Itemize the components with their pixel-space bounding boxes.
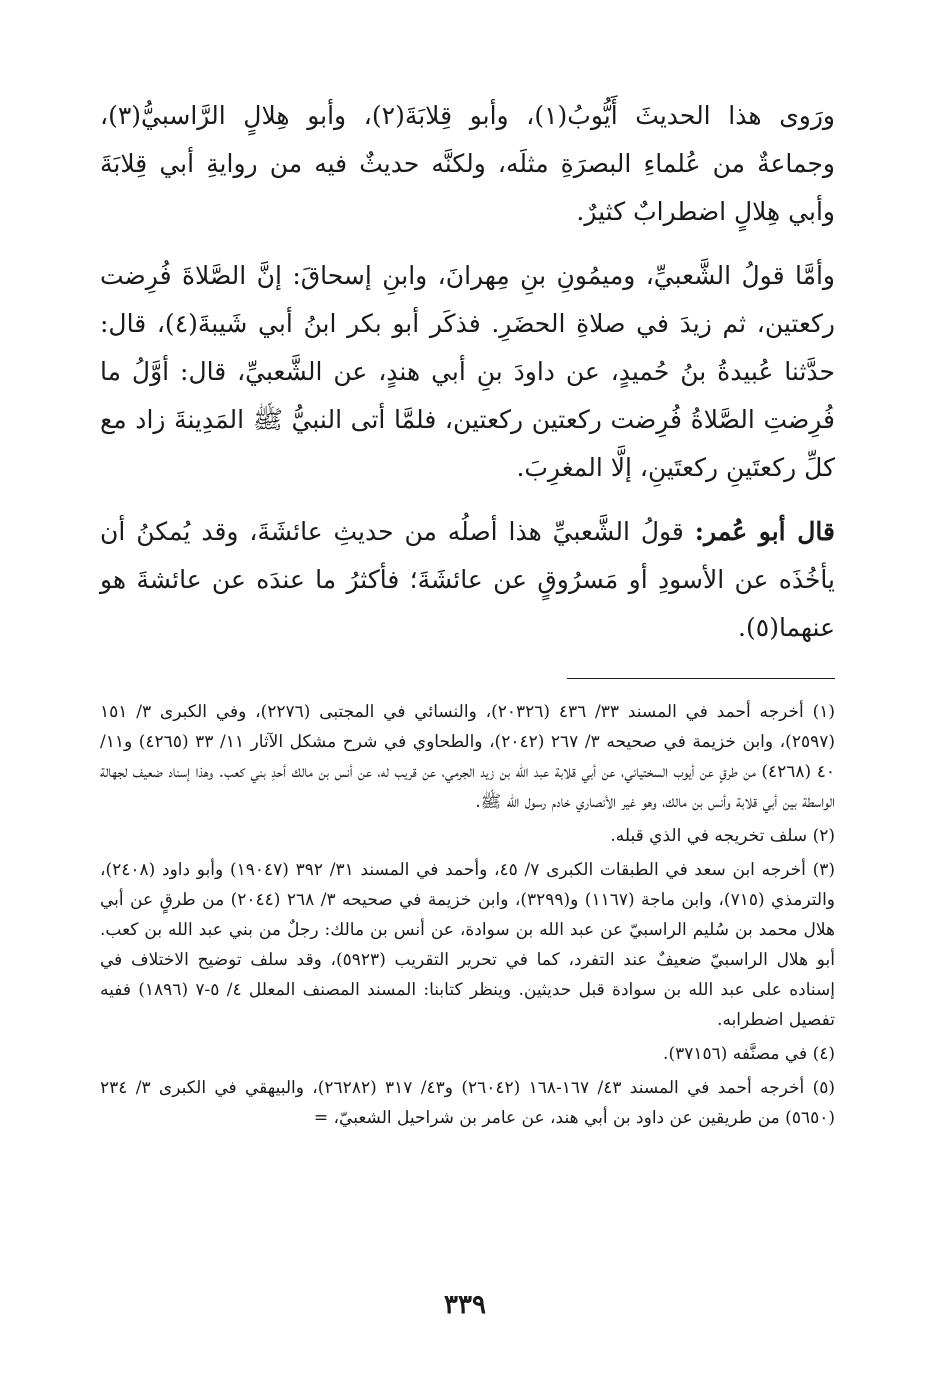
paragraph-3 bbox=[100, 508, 835, 652]
footnotes bbox=[100, 697, 835, 1133]
footnote-3: (٣) أخرجه ابن سعد في الطبقات الكبرى ٧/ ٤٥، وأحمد في المسند ٣١/ ٣٩٢ (١٩٠٤٧) وأبو داود (٢٤٠٨)، والترمذي (٧١٥)، وابن ماجة (١١٦٧) و(٣٢٩٩)، وابن خزيمة في صحيحه ٣/ ٢٦٨ (٢٠٤٤) من طرقٍ عن أبي هلال محمد بن سُليم الراسبيّ عن عبد الله بن سوادة، عن أنس بن مالك: رجلٌ من بني عبد الله بن كعب. أبو هلال الراسبيّ ضعيفٌ عند التفرد، كما في تحرير التقريب (٥٩٢٣)، وقد سلف توضيح الاختلاف في إسناده على عبد الله بن سوادة قبل حديثين. وينظر كتابنا: المسند المصنف المعلل ٤/ ٥-٧ (١٨٩٦) ففيه تفصيل اضطرابه. bbox=[100, 860, 835, 1030]
paragraph-2: وأمَّا قولُ الشَّعبيِّ، وميمُونِ بنِ مِهرانَ، وابنِ إسحاقَ: إنَّ الصَّلاةَ فُرِضت ركعتين، ثم زيدَ في صلاةِ الحضَرِ. فذكَر أبو بكر ابنُ أبي شَيبةَ(٤)، قال: حدَّثنا عُبيدةُ بنُ حُميدٍ، عن داودَ بنِ أبي هندٍ، عن الشَّعبيِّ، قال: أوَّلُ ما فُرِضتِ الصَّلاةُ فُرِضت ركعتين ركعتين، فلمَّا أتى النبيُّ ﷺ المَدِينةَ زاد مع كلِّ ركعتَينِ ركعتَينِ، إلَّا المغرِبَ. bbox=[100, 261, 835, 482]
footnote-1: (١) أخرجه أحمد في المسند ٣٣/ ٤٣٦ (٢٠٣٢٦)، والنسائي في المجتبى (٢٢٧٦)، وفي الكبرى ٣/ ١٥١ (٢٥٩٧)، وابن خزيمة في صحيحه ٣/ ٢٦٧ (٢٠٤٢)، والطحاوي في شرح مشكل الآثار ١١/ ٣٣ (٤٢٦٥) و١١/ ٤٠ (٤٢٦٨) من طرقٍ عن أيوب السختياني، عن أبي قلابة عبد الله بن زيد الجرمي، عن قريب له، عن أنس بن مالك أحدِ بني كعب. وهذا إسناد ضعيف لجهالة الواسطة بين أبي قلابة وأنس بن مالك، وهو غير الأنصاري خادم رسول الله ﷺ. bbox=[100, 702, 835, 812]
main-text bbox=[100, 92, 835, 652]
footnote-2: (٢) سلف تخريجه في الذي قبله. bbox=[610, 826, 835, 846]
page-number: ٣٣٩ bbox=[444, 1290, 486, 1320]
speaker-label: قال أبو عُمر: bbox=[694, 517, 835, 546]
footnote-separator bbox=[567, 678, 835, 679]
paragraph-1: ورَوى هذا الحديثَ أَيُّوبُ(١)، وأبو قِلابَةَ(٢)، وأبو هِلالٍ الرَّاسبيُّ(٣)، وجماعةٌ من عُلماءِ البصرَةِ مثلَه، ولكنَّه حديثٌ فيه من روايةِ أبي قِلابَةَ وأبي هِلالٍ اضطرابٌ كثيرٌ. bbox=[100, 101, 835, 226]
page-body bbox=[100, 92, 835, 1137]
footnote-5: (٥) أخرجه أحمد في المسند ٤٣/ ١٦٧-١٦٨ (٢٦٠٤٢) و٤٣/ ٣١٧ (٢٦٢٨٢)، والبيهقي في الكبرى ٣/ ٢٣٤ (٥٦٥٠) من طريقين عن داود بن أبي هند، عن عامر بن شراحيل الشعبيّ، = bbox=[100, 1078, 835, 1128]
paragraph-3-text: قولُ الشَّعبيِّ هذا أصلُه من حديثِ عائشَةَ، وقد يُمكنُ أن يأخُذَه عن الأسودِ أو مَسرُوقٍ عن عائشَةَ؛ فأكثرُ ما عندَه عن عائشةَ هو عنهما(٥). bbox=[100, 517, 835, 642]
footnote-4: (٤) في مصنَّفه (٣٧١٥٦). bbox=[663, 1044, 835, 1064]
